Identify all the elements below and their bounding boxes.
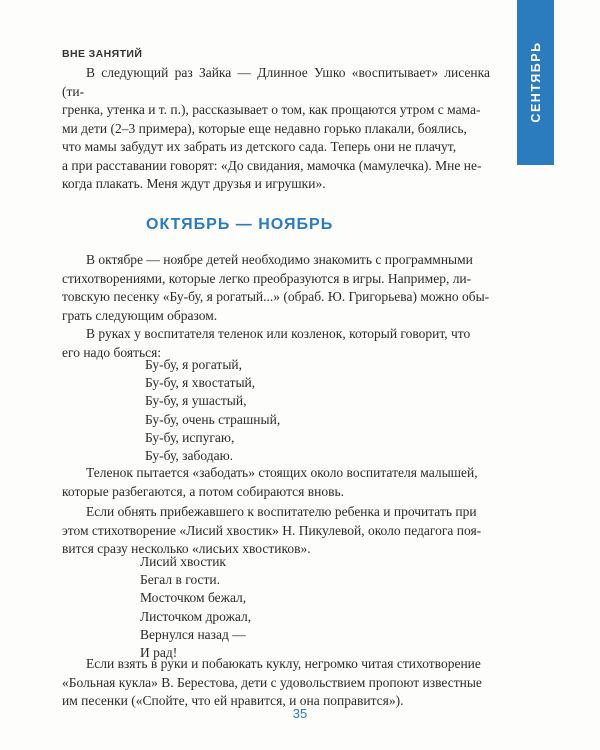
text-line: а при расставании говорят: «До свидания, мамочка (мамулечка). Мне не-	[62, 157, 482, 173]
poem-line: Бегал в гости.	[140, 572, 221, 588]
paragraph-1	[62, 251, 490, 325]
text-line: когда плакать. Меня ждут друзья и игрушки».	[62, 176, 326, 191]
text-line: В руках у воспитателя теленок или козленок, который говорит, что	[86, 326, 471, 341]
paragraph	[62, 655, 490, 711]
text-line: им песенки («Спойте, что ей нравится, и она поправится»).	[62, 693, 404, 708]
paragraph	[62, 464, 490, 501]
paragraph-5	[62, 655, 490, 711]
poem-lisiy-khvostik	[140, 553, 251, 662]
poem-bu-bu	[145, 356, 280, 465]
text-line: ми дети (2–3 примера), которые еще недавно горько плакали, боялись,	[62, 120, 467, 136]
poem-line: Бу-бу, я рогатый,	[145, 357, 242, 372]
text-line: Если взять в руки и побаюкать куклу, негромко читая стихотворение	[86, 656, 481, 671]
running-head: ВНЕ ЗАНЯТИЙ	[62, 48, 143, 60]
text-line: грать следующим образом.	[62, 307, 218, 323]
poem-line: Лисий хвостик	[140, 554, 226, 569]
poem-line: Бу-бу, испугаю,	[145, 429, 235, 445]
poem-line: Вернулся назад —	[140, 626, 246, 642]
paragraph-3	[62, 464, 490, 501]
section-heading: ОКТЯБРЬ — НОЯБРЬ	[146, 216, 334, 233]
text-line: гренка, утенка и т. п.), рассказывает о том, как прощаются утром с мама-	[62, 102, 481, 117]
text-line: товскую песенку «Бу-бу, я рогатый...» (обраб. Ю. Григорьева) можно обы-	[62, 289, 490, 304]
text-line: Если обнять прибежавшего к воспитателю ребенка и прочитать при	[86, 504, 477, 519]
text-line: В следующий раз Зайка — Длинное Ушко «воспитывает» лисенка (ти-	[62, 65, 490, 99]
text-line: В октябре — ноябре детей необходимо знакомить с программными	[86, 252, 473, 267]
text-line: его надо бояться:	[62, 344, 162, 360]
text-line: вится сразу несколько «лисьих хвостиков».	[62, 541, 311, 556]
text-line: Теленок пытается «забодать» стоящих около воспитателя малышей,	[86, 465, 478, 480]
text-line: которые разбегаются, а потом собираются вновь.	[62, 483, 344, 499]
poem-line: Листочком дрожал,	[140, 608, 252, 624]
text-line: стихотворениями, которые легко преобразуются в игры. Например, ли-	[62, 270, 472, 286]
paragraph	[62, 64, 490, 194]
section-tab-label: СЕНТЯБРЬ	[528, 41, 543, 123]
section-tab	[517, 0, 554, 165]
poem-line: И рад!	[140, 645, 178, 661]
poem-line: Бу-бу, я ушастый,	[145, 393, 247, 409]
paragraph-4	[62, 503, 490, 559]
page-number: 35	[292, 706, 308, 721]
poem-line: Бу-бу, очень страшный,	[145, 411, 281, 427]
text-line: «Больная кукла» В. Берестова, дети с удовольствием пропоют известные	[62, 674, 482, 690]
paragraph	[62, 503, 490, 559]
poem-line: Мосточком бежал,	[140, 590, 247, 606]
intro-paragraph	[62, 64, 490, 194]
paragraph	[62, 251, 490, 325]
poem-line: Бу-бу, я хвостатый,	[145, 375, 256, 391]
poem-line: Бу-бу, забодаю.	[145, 448, 234, 464]
text-line: что мамы забудут их забрать из детского сада. Теперь они не плачут,	[62, 139, 457, 154]
text-line: этом стихотворение «Лисий хвостик» Н. Пикулевой, около педагога поя-	[62, 522, 482, 538]
